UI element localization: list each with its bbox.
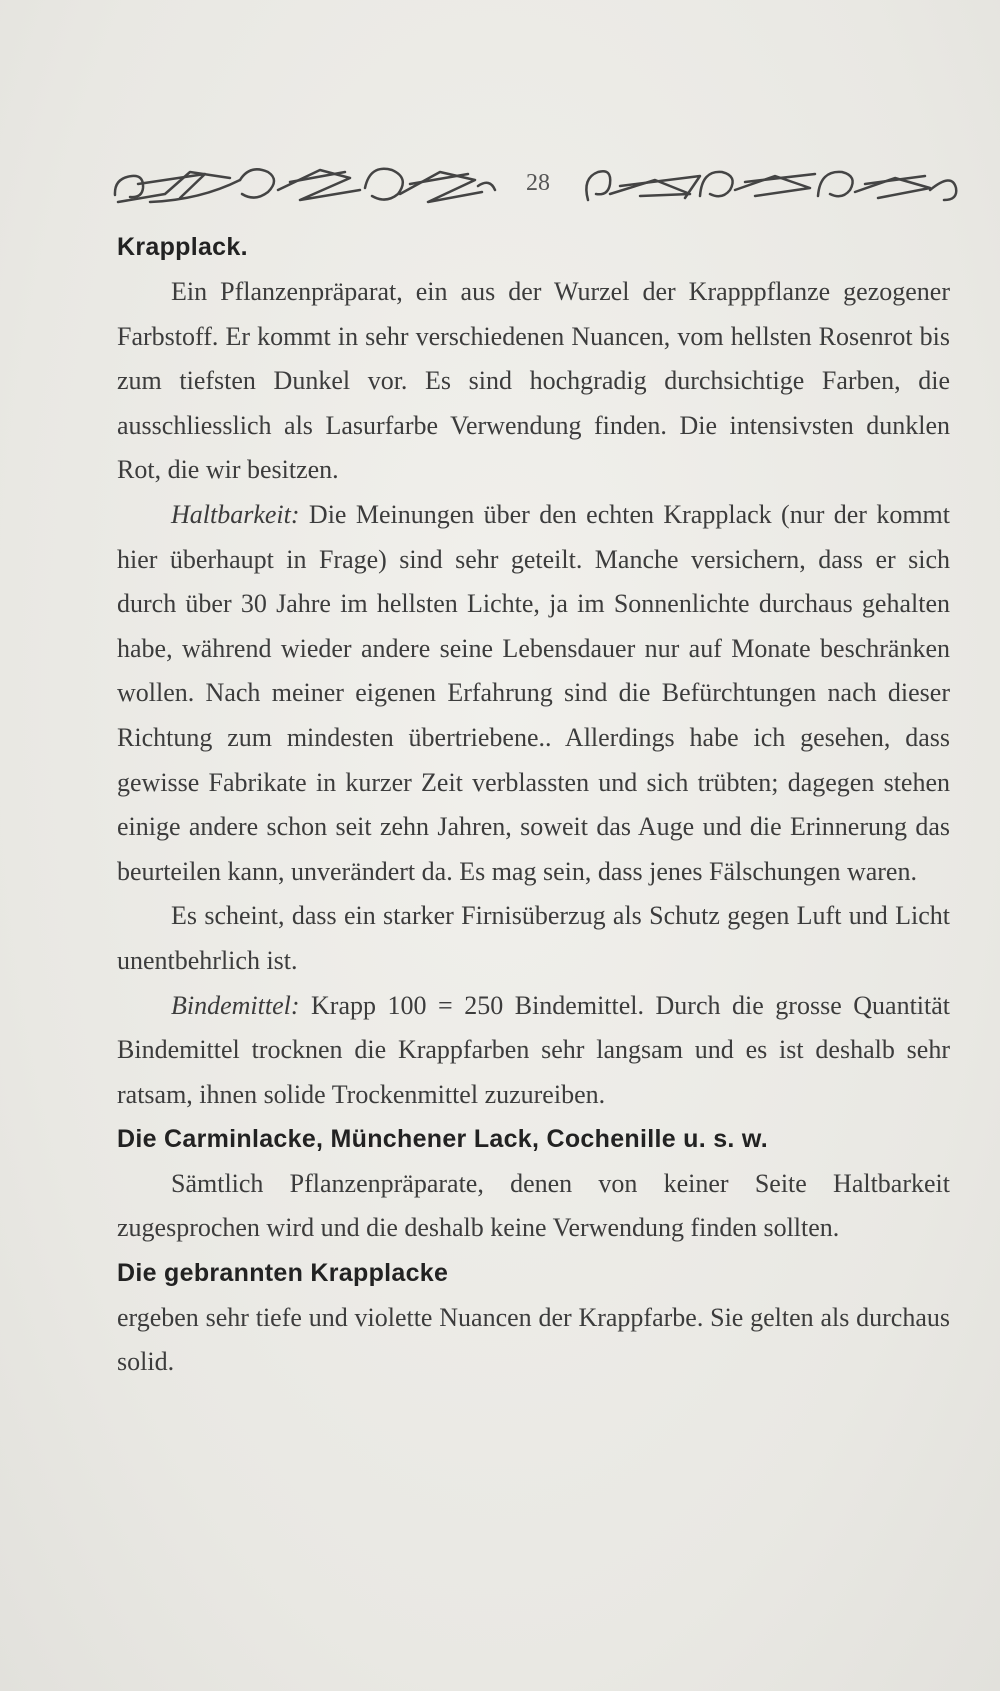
heading-krapplack: Krapplack. xyxy=(117,233,248,261)
page-content xyxy=(117,228,950,1385)
heading-carminlacke: Die Carminlacke, Münchener Lack, Cochenille u. s. w. xyxy=(117,1125,768,1154)
label-bindemittel: Bindemittel: xyxy=(171,990,300,1020)
text-bindemittel: Krapp 100 = 250 Bindemittel. Durch die grosse Quantität Bindemittel trocknen die Krappfarben sehr langsam und es ist deshalb sehr ratsam, ihnen solide Trockenmittel zuzureiben. xyxy=(117,990,950,1109)
page-number: 28 xyxy=(526,170,550,196)
ornament-left-icon xyxy=(110,150,500,220)
paragraph-gebrannte-krapplacke: ergeben sehr tiefe und violette Nuancen der Krappfarbe. Sie gelten als durchaus solid. xyxy=(117,1302,950,1377)
paragraph-carminlacke: Sämtlich Pflanzenpräparate, denen von keiner Seite Haltbarkeit zugesprochen wird und die deshalb keine Verwendung finden sollten. xyxy=(117,1168,950,1243)
label-haltbarkeit: Haltbarkeit: xyxy=(171,499,300,529)
paragraph-bindemittel xyxy=(117,984,950,1118)
paragraph-krapplack-intro: Ein Pflanzenpräparat, ein aus der Wurzel der Krapppflanze gezogener Farbstoff. Er kommt in sehr verschiedenen Nuancen, vom hellsten Rosenrot bis zum tiefsten Dunkel vor. Es sind hochgradig durchsichtige Farben, die ausschliesslich als Lasurfarbe Verwendung finden. Die intensivsten dunklen Rot, die wir besitzen. xyxy=(117,277,950,485)
page-header xyxy=(110,150,960,220)
paragraph-haltbarkeit xyxy=(117,493,950,894)
ornament-right-icon xyxy=(580,150,960,220)
paragraph-firnis: Es scheint, dass ein starker Firnisüberzug als Schutz gegen Luft und Licht unentbehrlich ist. xyxy=(117,901,950,975)
heading-gebrannte-krapplacke: Die gebrannten Krapplacke xyxy=(117,1259,449,1288)
text-haltbarkeit: Die Meinungen über den echten Krapplack (nur der kommt hier überhaupt in Frage) sind sehr geteilt. Manche versichern, dass er sich durch über 30 Jahre im hellsten Lichte, ja im Sonnenlichte durchaus gehalten habe, während wieder andere seine Lebensdauer nur auf Monate beschränken wollen. Nach meiner eigenen Erfahrung sind die Befürchtungen nach dieser Richtung zum mindesten übertriebene.. Allerdings habe ich gesehen, dass gewisse Fabrikate in kurzer Zeit verblassten und sich trübten; dagegen stehen einige andere schon seit zehn Jahren, soweit das Auge und die Erinnerung das beurteilen kann, unverändert da. Es mag sein, dass jenes Fälschungen waren. xyxy=(117,499,950,886)
